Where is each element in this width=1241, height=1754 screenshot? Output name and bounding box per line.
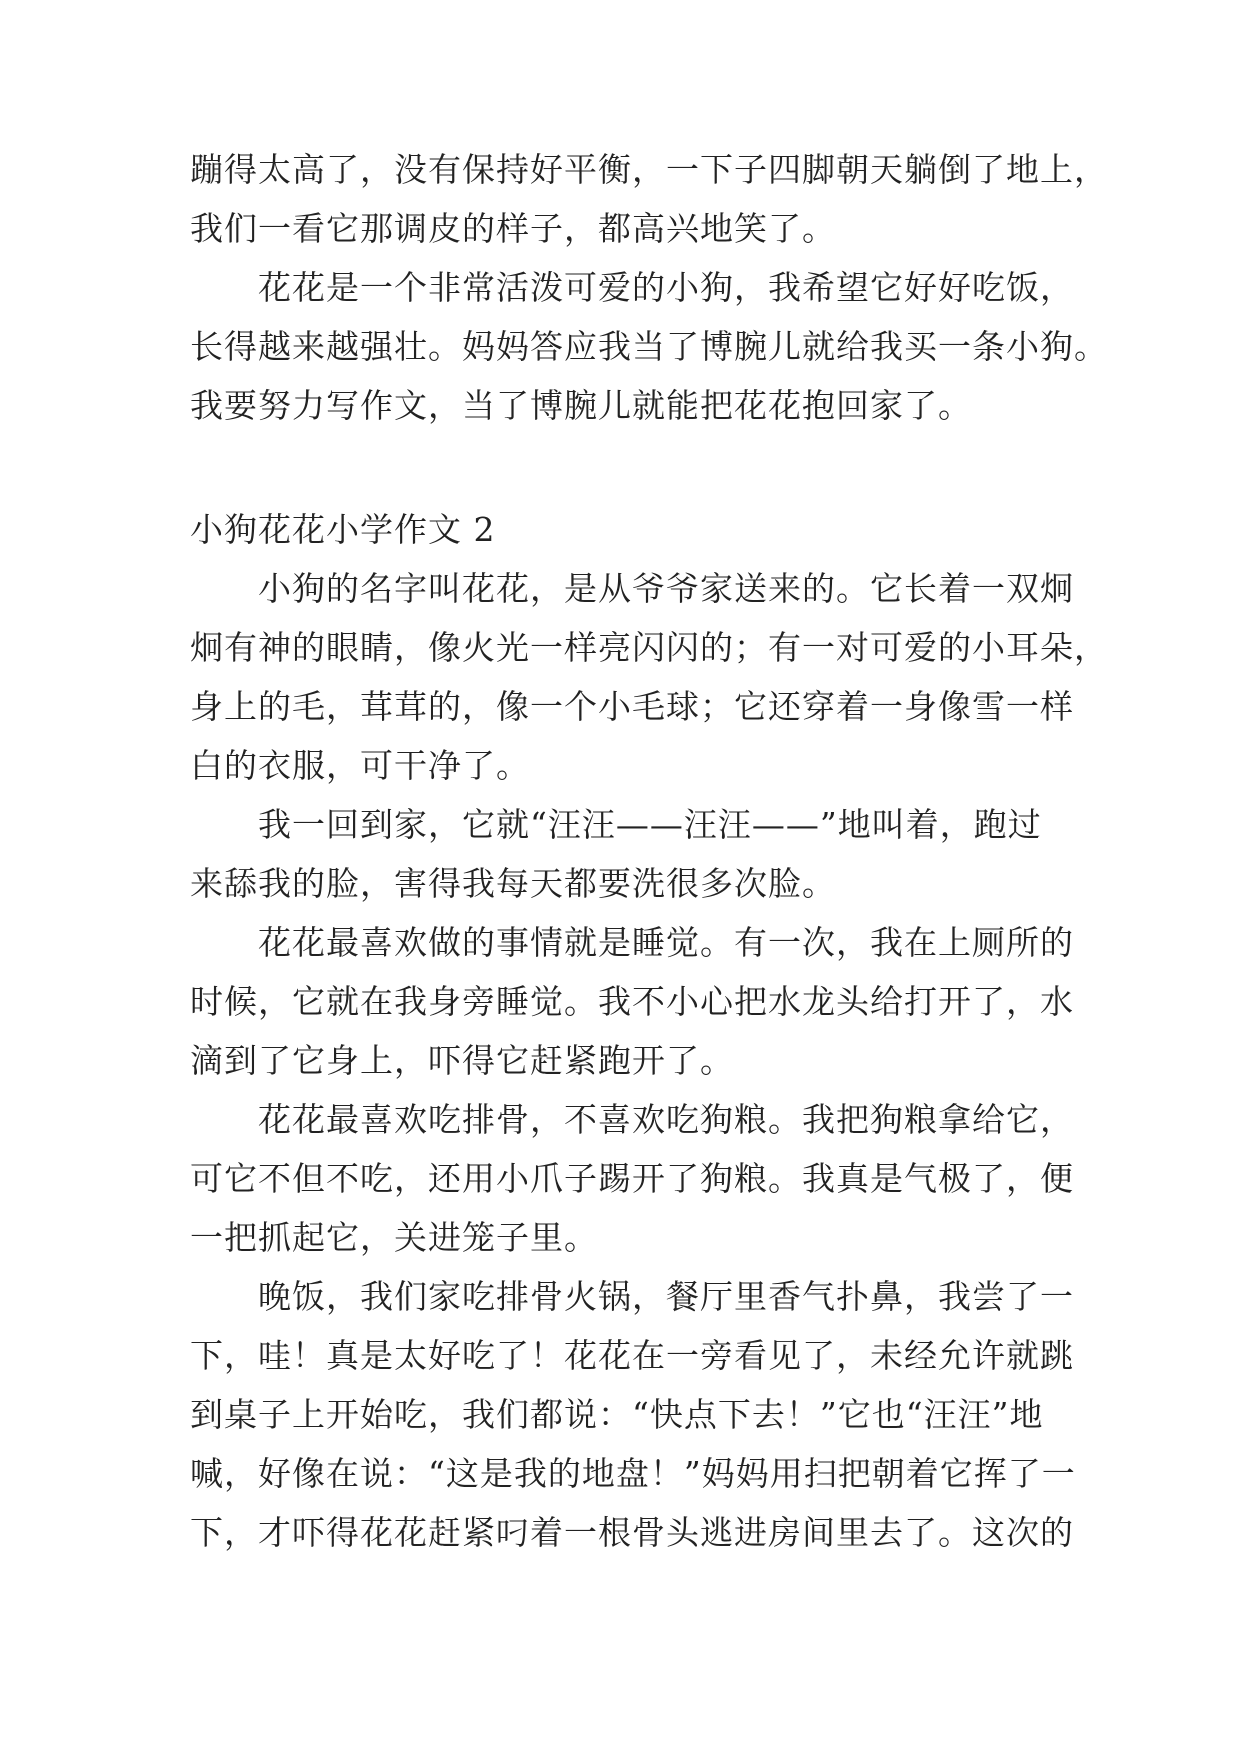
- text-line: 下，才吓得花花赶紧叼着一根骨头逃进房间里去了。这次的: [190, 1513, 1074, 1552]
- text-line: 喊，好像在说：“这是我的地盘！”妈妈用扫把朝着它挥了一: [190, 1454, 1076, 1493]
- paragraph-first-line: 花花是一个非常活泼可爱的小狗，我希望它好好吃饭，: [258, 268, 1074, 307]
- text-line: 炯有神的眼睛，像火光一样亮闪闪的；有一对可爱的小耳朵，: [190, 628, 1108, 667]
- section-title: 小狗花花小学作文 2: [190, 510, 496, 549]
- text-line: 时候，它就在我身旁睡觉。我不小心把水龙头给打开了，水: [190, 982, 1074, 1021]
- text-line: 我要努力写作文，当了博腕儿就能把花花抱回家了。: [190, 386, 972, 425]
- text-line: 到桌子上开始吃，我们都说：“快点下去！”它也“汪汪”地: [190, 1395, 1044, 1434]
- paragraph-first-line: 花花最喜欢吃排骨，不喜欢吃狗粮。我把狗粮拿给它，: [258, 1100, 1074, 1139]
- text-line: 来舔我的脸，害得我每天都要洗很多次脸。: [190, 864, 836, 903]
- text-line: 滴到了它身上，吓得它赶紧跑开了。: [190, 1041, 734, 1080]
- paragraph-first-line: 我一回到家，它就“汪汪——汪汪——”地叫着，跑过: [258, 805, 1042, 844]
- paragraph-first-line: 晚饭，我们家吃排骨火锅，餐厅里香气扑鼻，我尝了一: [258, 1277, 1074, 1316]
- text-line: 可它不但不吃，还用小爪子踢开了狗粮。我真是气极了，便: [190, 1159, 1074, 1198]
- paragraph-first-line: 花花最喜欢做的事情就是睡觉。有一次，我在上厕所的: [258, 923, 1074, 962]
- text-line: 一把抓起它，关进笼子里。: [190, 1218, 598, 1257]
- text-line: 身上的毛，茸茸的，像一个小毛球；它还穿着一身像雪一样: [190, 687, 1074, 726]
- text-line: 下，哇！真是太好吃了！花花在一旁看见了，未经允许就跳: [190, 1336, 1074, 1375]
- text-line: 长得越来越强壮。妈妈答应我当了博腕儿就给我买一条小狗。: [190, 327, 1108, 366]
- text-line: 我们一看它那调皮的样子，都高兴地笑了。: [190, 209, 836, 248]
- paragraph-first-line: 小狗的名字叫花花，是从爷爷家送来的。它长着一双炯: [258, 569, 1074, 608]
- text-line: 蹦得太高了，没有保持好平衡，一下子四脚朝天躺倒了地上，: [190, 150, 1108, 189]
- text-line: 白的衣服，可干净了。: [190, 746, 530, 785]
